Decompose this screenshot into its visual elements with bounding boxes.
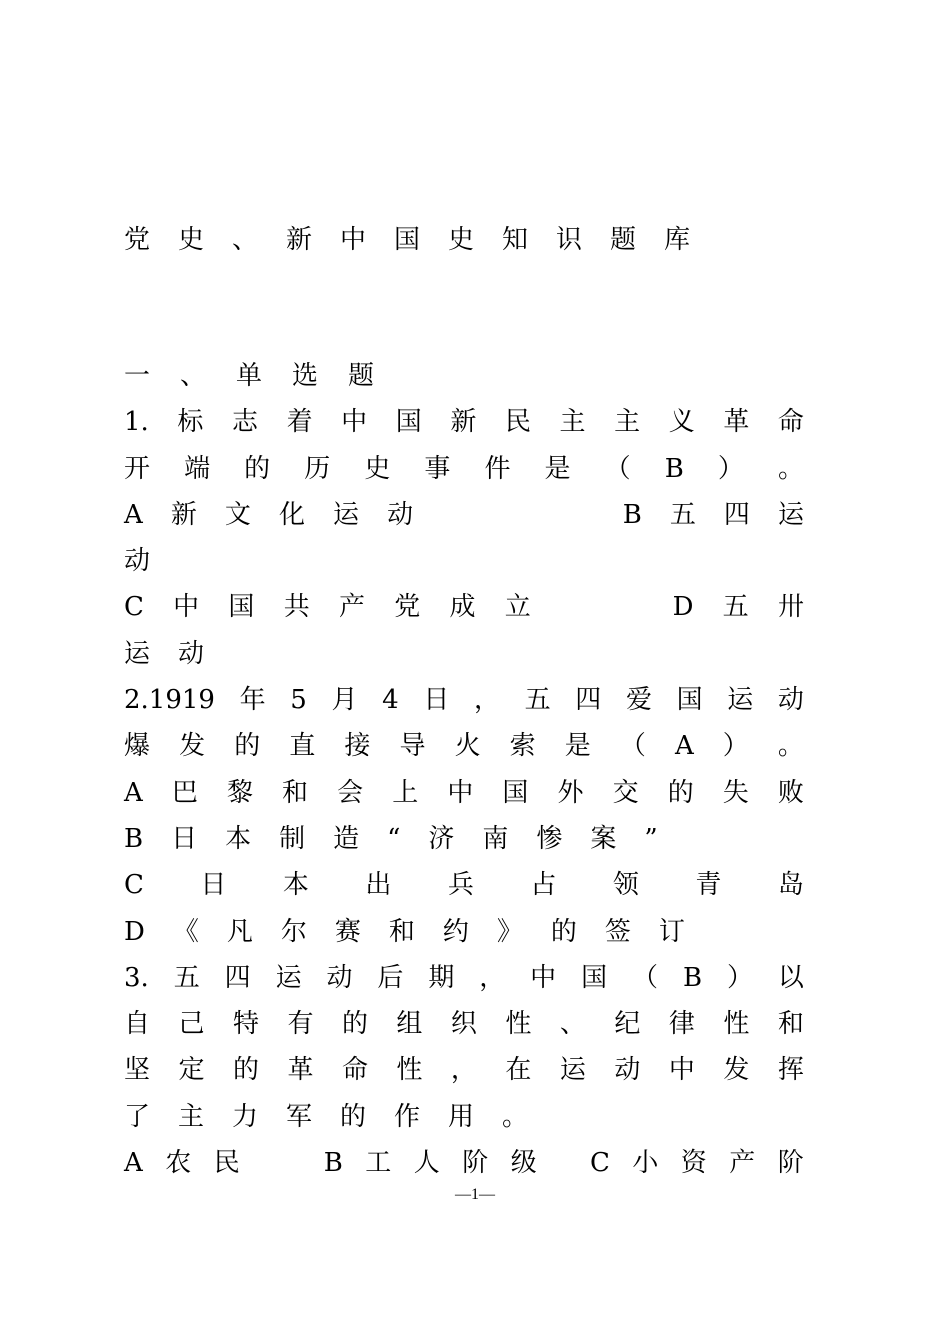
glyph: （ xyxy=(619,731,646,762)
glyph: 五 xyxy=(173,962,200,993)
glyph: 直 xyxy=(289,731,316,762)
glyph: 出 xyxy=(365,870,392,901)
glyph: 运 xyxy=(275,962,302,993)
glyph: 外 xyxy=(557,777,584,808)
glyph: C xyxy=(124,592,144,623)
glyph: 自 xyxy=(124,1009,151,1040)
question-2-option-line: B日本制造“济南惨案” xyxy=(124,823,686,854)
glyph: 产 xyxy=(729,1148,756,1179)
glyph xyxy=(262,1140,270,1186)
glyph: 小 xyxy=(632,1148,659,1179)
glyph: 3. xyxy=(124,962,149,993)
glyph: 黎 xyxy=(226,777,253,808)
document-title: 党史、新中国史知识题库 xyxy=(124,225,719,255)
question-2-option-line: D《凡尔赛和约》的签订 xyxy=(124,916,713,947)
glyph: 开 xyxy=(124,453,151,484)
glyph: 标 xyxy=(177,407,204,438)
glyph: 主 xyxy=(614,407,641,438)
question-3-line xyxy=(124,1001,804,1047)
glyph: 新 xyxy=(450,407,477,438)
glyph: 五 xyxy=(669,499,696,530)
glyph: 挥 xyxy=(777,1055,804,1086)
glyph: 民 xyxy=(213,1148,240,1179)
glyph: （ xyxy=(604,453,631,484)
glyph: 巴 xyxy=(171,777,198,808)
glyph: 革 xyxy=(723,407,750,438)
glyph: 月 xyxy=(331,685,358,716)
question-1-option-line: 运动 xyxy=(124,638,233,669)
glyph: 中 xyxy=(447,777,474,808)
glyph: 文 xyxy=(224,499,251,530)
glyph: 五 xyxy=(722,592,749,623)
glyph: 的 xyxy=(341,1009,368,1040)
glyph: 史 xyxy=(364,453,391,484)
glyph: 律 xyxy=(668,1009,695,1040)
glyph: 性 xyxy=(396,1055,423,1086)
document-body xyxy=(124,353,804,1186)
glyph: 。 xyxy=(777,453,804,484)
glyph: A xyxy=(124,1148,143,1179)
glyph: 交 xyxy=(612,777,639,808)
glyph: 岛 xyxy=(777,870,804,901)
glyph: 化 xyxy=(278,499,305,530)
glyph xyxy=(560,584,568,630)
glyph: 发 xyxy=(723,1055,750,1086)
glyph xyxy=(441,492,449,538)
glyph: 级 xyxy=(510,1148,537,1179)
glyph: C xyxy=(124,870,144,901)
glyph: C xyxy=(589,1148,610,1179)
glyph: D xyxy=(672,592,694,623)
glyph: 是 xyxy=(544,453,571,484)
glyph: 运 xyxy=(727,685,754,716)
glyph: 成 xyxy=(449,592,476,623)
glyph: 、 xyxy=(559,1009,586,1040)
glyph: 组 xyxy=(396,1009,423,1040)
glyph: ， xyxy=(479,962,506,993)
glyph: 动 xyxy=(614,1055,641,1086)
glyph: 立 xyxy=(504,592,531,623)
glyph: 工 xyxy=(365,1148,392,1179)
glyph: 日 xyxy=(200,870,227,901)
glyph: 四 xyxy=(575,685,602,716)
glyph: 命 xyxy=(777,407,804,438)
section-heading-text: 一、单选题 xyxy=(124,361,405,391)
glyph: 国 xyxy=(502,777,529,808)
glyph: 运 xyxy=(559,1055,586,1086)
glyph: 1. xyxy=(124,407,149,438)
glyph: 动 xyxy=(326,962,353,993)
question-3-line: 了主力军的作用。 xyxy=(124,1101,557,1132)
glyph: 纪 xyxy=(614,1009,641,1040)
glyph: 和 xyxy=(777,1009,804,1040)
glyph: 中 xyxy=(173,592,200,623)
glyph: 爆 xyxy=(124,731,151,762)
glyph: 动 xyxy=(777,685,804,716)
question-2-option-line xyxy=(124,862,804,908)
question-1-line xyxy=(124,399,804,445)
glyph: 党 xyxy=(394,592,421,623)
glyph: 会 xyxy=(337,777,364,808)
glyph: 索 xyxy=(509,731,536,762)
glyph: 有 xyxy=(287,1009,314,1040)
glyph: 中 xyxy=(668,1055,695,1086)
glyph: 四 xyxy=(224,962,251,993)
glyph xyxy=(559,1140,567,1186)
glyph: 卅 xyxy=(777,592,804,623)
glyph: 接 xyxy=(344,731,371,762)
glyph: 中 xyxy=(341,407,368,438)
glyph: 的 xyxy=(234,731,261,762)
glyph: ） xyxy=(717,453,744,484)
glyph: 领 xyxy=(612,870,639,901)
glyph: B xyxy=(682,962,703,993)
glyph: 命 xyxy=(341,1055,368,1086)
section-heading xyxy=(124,353,804,399)
glyph xyxy=(514,492,522,538)
glyph: 国 xyxy=(228,592,255,623)
glyph: B xyxy=(323,1148,343,1179)
glyph: 以 xyxy=(777,962,804,993)
glyph: 的 xyxy=(667,777,694,808)
glyph: A xyxy=(124,777,143,808)
glyph: 。 xyxy=(777,731,804,762)
glyph: 端 xyxy=(184,453,211,484)
glyph: 四 xyxy=(723,499,750,530)
question-2-option-line xyxy=(124,770,804,816)
glyph: 败 xyxy=(777,777,804,808)
glyph: A xyxy=(124,499,143,530)
question-1-option-line xyxy=(124,492,804,538)
glyph: 性 xyxy=(505,1009,532,1040)
glyph: A xyxy=(674,731,694,762)
glyph: 件 xyxy=(484,453,511,484)
glyph: ） xyxy=(722,731,749,762)
glyph: 火 xyxy=(454,731,481,762)
glyph: 阶 xyxy=(777,1148,804,1179)
glyph: 新 xyxy=(170,499,197,530)
glyph: 2.1919 xyxy=(124,685,215,716)
glyph: 阶 xyxy=(462,1148,489,1179)
question-1-line xyxy=(124,446,804,492)
glyph: （ xyxy=(632,962,659,993)
glyph xyxy=(293,1140,301,1186)
question-3-line xyxy=(124,1047,804,1093)
glyph: 革 xyxy=(287,1055,314,1086)
glyph: 的 xyxy=(244,453,271,484)
glyph: 期 xyxy=(428,962,455,993)
glyph: 国 xyxy=(581,962,608,993)
glyph: 后 xyxy=(377,962,404,993)
glyph: 占 xyxy=(530,870,557,901)
glyph: 本 xyxy=(282,870,309,901)
question-1-option-line: 动 xyxy=(124,546,179,577)
glyph: 性 xyxy=(723,1009,750,1040)
glyph: 历 xyxy=(304,453,331,484)
page-number: —1— xyxy=(455,1186,495,1203)
glyph: 义 xyxy=(668,407,695,438)
question-2-line xyxy=(124,723,804,769)
glyph xyxy=(550,492,558,538)
glyph: 中 xyxy=(530,962,557,993)
glyph: ） xyxy=(726,962,753,993)
glyph xyxy=(598,584,606,630)
glyph: 特 xyxy=(232,1009,259,1040)
glyph: 是 xyxy=(564,731,591,762)
glyph: 志 xyxy=(231,407,258,438)
glyph: 上 xyxy=(392,777,419,808)
glyph: 国 xyxy=(676,685,703,716)
glyph: 着 xyxy=(286,407,313,438)
glyph: 织 xyxy=(450,1009,477,1040)
question-3-option-line xyxy=(124,1140,804,1186)
question-1-option-line xyxy=(124,584,804,630)
glyph: 兵 xyxy=(447,870,474,901)
glyph: 日 xyxy=(423,685,450,716)
glyph: B xyxy=(664,453,684,484)
glyph: 4 xyxy=(382,685,399,716)
question-3-line xyxy=(124,955,804,1001)
glyph: ， xyxy=(450,1055,477,1086)
glyph: 的 xyxy=(232,1055,259,1086)
glyph: 失 xyxy=(722,777,749,808)
glyph: 年 xyxy=(239,685,266,716)
glyph: 坚 xyxy=(124,1055,151,1086)
glyph: 导 xyxy=(399,731,426,762)
glyph: 动 xyxy=(387,499,414,530)
glyph: 产 xyxy=(338,592,365,623)
glyph: 运 xyxy=(333,499,360,530)
glyph: 五 xyxy=(524,685,551,716)
glyph: ， xyxy=(473,685,500,716)
glyph: 农 xyxy=(165,1148,192,1179)
glyph: 定 xyxy=(178,1055,205,1086)
glyph xyxy=(586,492,594,538)
glyph: 主 xyxy=(559,407,586,438)
question-2-line xyxy=(124,677,804,723)
glyph: 运 xyxy=(777,499,804,530)
glyph: 共 xyxy=(283,592,310,623)
glyph: 民 xyxy=(504,407,531,438)
glyph: 青 xyxy=(695,870,722,901)
glyph: 和 xyxy=(282,777,309,808)
glyph: 5 xyxy=(290,685,307,716)
glyph: 资 xyxy=(680,1148,707,1179)
glyph: 发 xyxy=(179,731,206,762)
glyph xyxy=(477,492,485,538)
glyph: B xyxy=(622,499,642,530)
glyph: 在 xyxy=(505,1055,532,1086)
glyph xyxy=(635,584,643,630)
glyph: 爱 xyxy=(625,685,652,716)
glyph: 事 xyxy=(424,453,451,484)
glyph: 国 xyxy=(395,407,422,438)
glyph: 己 xyxy=(178,1009,205,1040)
glyph: 人 xyxy=(413,1148,440,1179)
